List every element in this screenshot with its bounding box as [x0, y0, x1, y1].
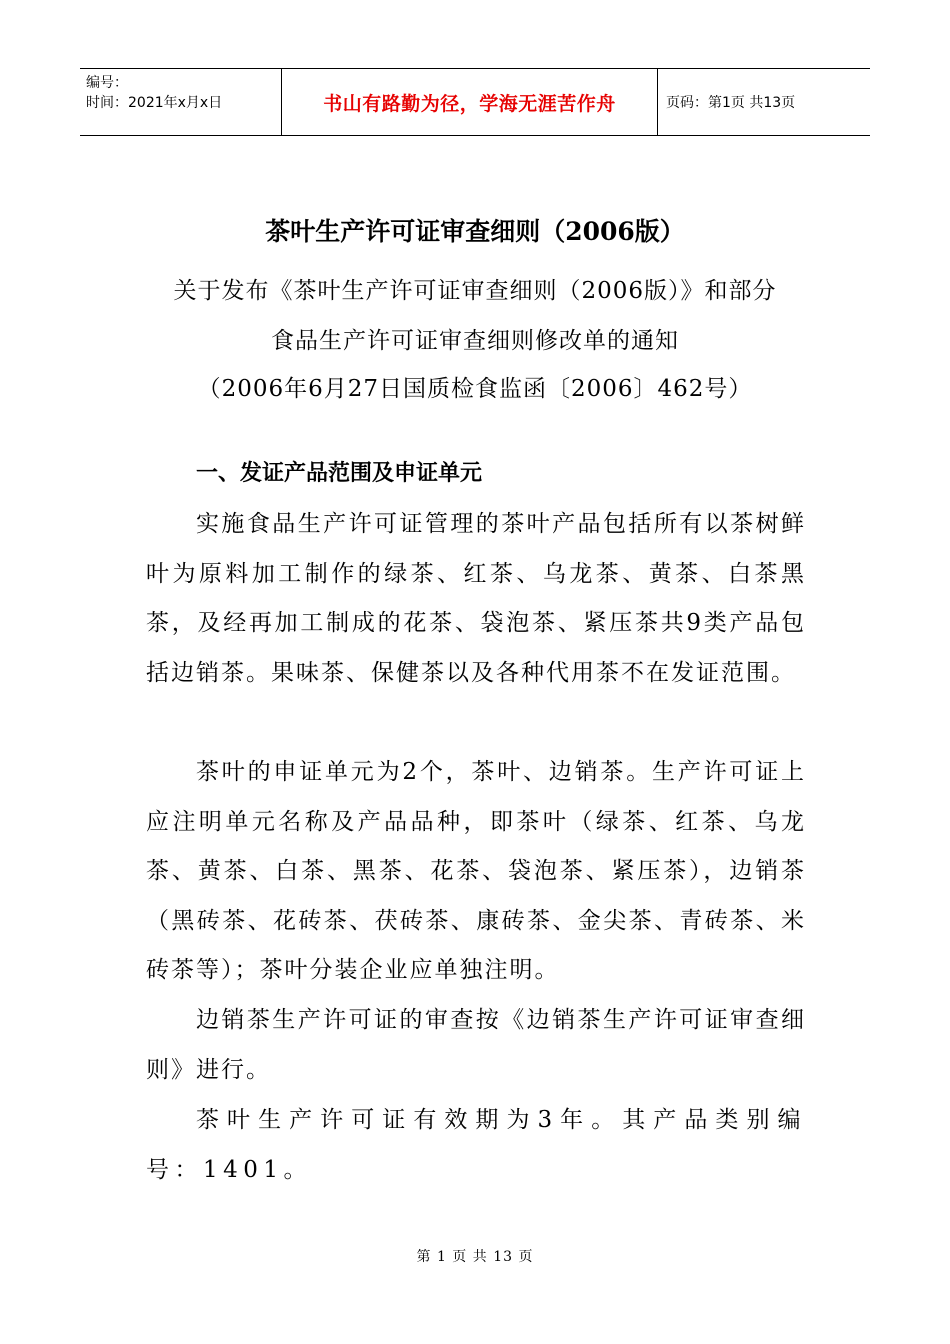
header-page-info [658, 69, 870, 135]
header-meta [80, 69, 282, 135]
document-title: 茶叶生产许可证审查细则（2006版） [265, 217, 685, 246]
paragraph-scope: 实施食品生产许可证管理的茶叶产品包括所有以茶树鲜叶为原料加工制作的绿茶、红茶、乌龙茶、黄茶、白茶黑茶，及经再加工制成的花茶、袋泡茶、紧压茶共9类产品包括边销茶。果味茶、保健茶以及各种代用茶不在发证范围。 [146, 511, 806, 686]
paragraph-validity: 茶叶生产许可证有效期为3年。其产品类别编号：1401。 [146, 1107, 806, 1183]
page-info-text: 页码：第1页 共13页 [666, 95, 796, 111]
header-motto: 书山有路勤为径，学海无涯苦作舟 [323, 92, 616, 115]
header-motto-cell [282, 69, 658, 135]
subtitle-line-1: 关于发布《茶叶生产许可证审查细则（2006版）》和部分 [173, 278, 777, 304]
document-time-label: 时间：2021年x月x日 [86, 95, 223, 111]
subtitle-line-2: 食品生产许可证审查细则修改单的通知 [271, 328, 679, 354]
page-footer: 第 1 页 共 13 页 [416, 1249, 534, 1265]
document-number-label: 编号： [86, 75, 128, 91]
page-header [80, 68, 870, 136]
section-heading: 一、发证产品范围及申证单元 [196, 461, 483, 486]
paragraph-units: 茶叶的申证单元为2个，茶叶、边销茶。生产许可证上应注明单元名称及产品品种，即茶叶（绿茶、红茶、乌龙茶、黄茶、白茶、黑茶、花茶、袋泡茶、紧压茶），边销茶（黑砖茶、花砖茶、茯砖茶、康砖茶、金尖茶、青砖茶、米砖茶等）；茶叶分装企业应单独注明。 [146, 759, 806, 983]
paragraph-border-tea: 边销茶生产许可证的审查按《边销茶生产许可证审查细则》进行。 [146, 1007, 806, 1083]
subtitle-line-3: （2006年6月27日国质检食监函〔2006〕462号） [197, 376, 753, 402]
